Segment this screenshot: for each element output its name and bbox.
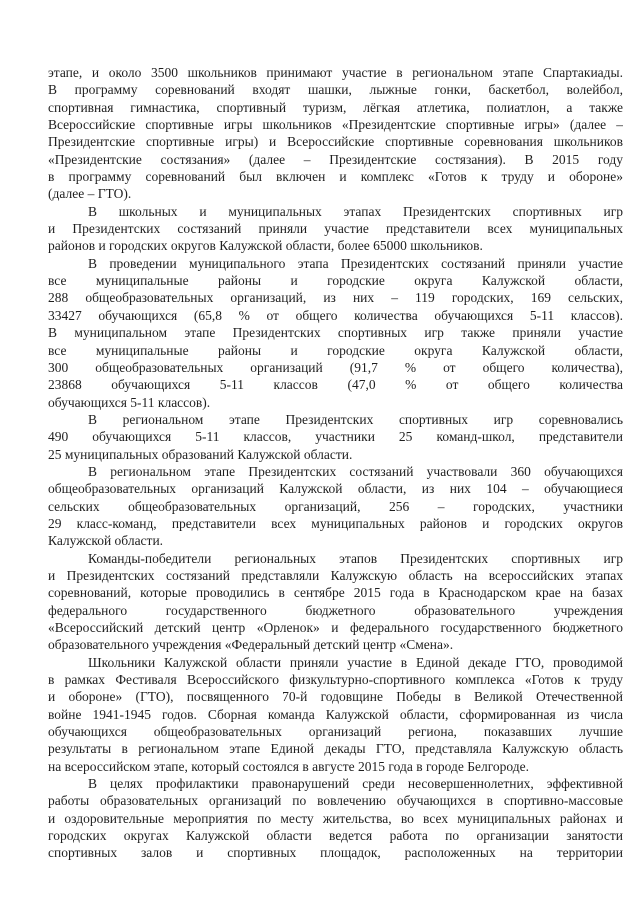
text-line: в программу соревнований был включен и комплекс «Готов к труду и обороне» (48, 169, 623, 185)
text-line: В проведении муниципального этапа Президентских состязаний приняли участие (88, 255, 623, 271)
text-line: В школьных и муниципальных этапах Президентских спортивных игр (88, 203, 623, 219)
paragraph (48, 64, 623, 203)
text-line: соревнований, которые проводились в сентябре 2015 года в Краснодарском крае на базах (48, 585, 623, 601)
text-line: «Президентские состязания» (далее – Президентские состязания). В 2015 году (48, 151, 623, 167)
text-line: обучающихся 5-11 классов). (48, 394, 211, 410)
text-line: и оздоровительные мероприятия по месту жительства, во всех муниципальных районах и (48, 810, 623, 826)
text-line: В программу соревнований входят шашки, лыжные гонки, баскетбол, волейбол, (48, 82, 623, 98)
paragraph (48, 775, 623, 862)
text-line: этапе, и около 3500 школьников принимают участие в региональном этапе Спартакиады. (48, 65, 623, 80)
text-line: обучающихся общеобразовательных организаций региона, показавших лучшие (48, 724, 623, 740)
text-line: образовательного учреждения «Федеральный детский центр «Смена». (48, 637, 454, 653)
text-line: 23868 обучающихся 5-11 классов (47,0 % от общего количества (48, 377, 623, 393)
paragraph (48, 203, 623, 255)
text-line: В муниципальном этапе Президентских спортивных игр также приняли участие (48, 325, 623, 341)
text-line: 33427 обучающихся (65,8 % от общего количества обучающихся 5-11 классов). (48, 307, 623, 323)
text-line: работы образовательных организаций по вовлечению обучающихся в спортивно-массовые (48, 793, 623, 809)
text-line: результаты в региональном этапе Единой декады ГТО, представляла Калужскую область (48, 741, 623, 757)
paragraph (48, 255, 623, 411)
text-line: Президентские спортивные игры) и Всероссийские спортивные соревнования школьников (48, 134, 623, 150)
text-line: 29 класс-команд, представители всех муниципальных районов и городских округов (48, 515, 623, 531)
text-line: все муниципальные районы и городские округа Калужской области, (48, 342, 623, 358)
text-line: в рамках Фестиваля Всероссийского физкультурно-спортивного комплекса «Готов к труду (48, 672, 623, 688)
text-line: общеобразовательных организаций Калужской области, из них 104 – обучающиеся (48, 481, 623, 497)
text-line: на всероссийском этапе, который состоялся в августе 2015 года в городе Белгороде. (48, 758, 530, 774)
text-line: и Президентских состязаний представляли Калужскую область на всероссийских этапах (48, 567, 623, 583)
paragraph (48, 463, 623, 550)
text-line: 300 общеобразовательных организаций (91,7 % от общего количества), (48, 359, 623, 375)
text-line: В региональном этапе Президентских состязаний участвовали 360 обучающихся (88, 463, 623, 479)
text-line: и Президентских состязаний приняли участие представители всех муниципальных (48, 221, 623, 237)
text-line: районов и городских округов Калужской области, более 65000 школьников. (48, 238, 483, 254)
text-line: В региональном этапе Президентских спортивных игр соревновались (88, 411, 623, 427)
text-line: сельских общеобразовательных организаций, 256 – городских, участники (48, 498, 623, 514)
text-line: городских округах Калужской области ведется работа по организации занятости (48, 828, 623, 844)
text-line: В целях профилактики правонарушений среди несовершеннолетних, эффективной (88, 776, 623, 792)
text-line: Всероссийские спортивные игры школьников «Президентские спортивные игры» (далее – (48, 117, 623, 133)
text-line: (далее – ГТО). (48, 186, 132, 202)
text-line: Команды-победители региональных этапов Президентских спортивных игр (88, 550, 623, 566)
text-line: спортивная гимнастика, спортивный туризм, лёгкая атлетика, полиатлон, а также (48, 99, 623, 115)
text-line: 288 общеобразовательных организаций, из них – 119 городских, 169 сельских, (48, 290, 623, 306)
text-line: и обороне» (ГТО), посвященного 70-й годовщине Победы в Великой Отечественной (48, 689, 623, 705)
text-line: 490 обучающихся 5-11 классов, участники 25 команд-школ, представители (48, 429, 623, 445)
text-line: все муниципальные районы и городские округа Калужской области, (48, 273, 623, 289)
text-line: 25 муниципальных образований Калужской области. (48, 446, 353, 462)
text-line: спортивных залов и спортивных площадок, расположенных на территории (48, 845, 623, 861)
text-line: Школьники Калужской области приняли участие в Единой декаде ГТО, проводимой (88, 654, 623, 670)
text-line: Калужской области. (48, 533, 164, 549)
document-text-block (48, 64, 623, 862)
paragraph (48, 550, 623, 654)
text-line: «Всероссийский детский центр «Орленок» и федерального государственного бюджетного (48, 620, 623, 635)
text-line: войне 1941-1945 годов. Сборная команда Калужской области, сформированная из числа (48, 706, 623, 722)
paragraph (48, 654, 623, 775)
text-line: федерального государственного бюджетного образовательного учреждения (48, 602, 623, 618)
paragraph (48, 411, 623, 463)
